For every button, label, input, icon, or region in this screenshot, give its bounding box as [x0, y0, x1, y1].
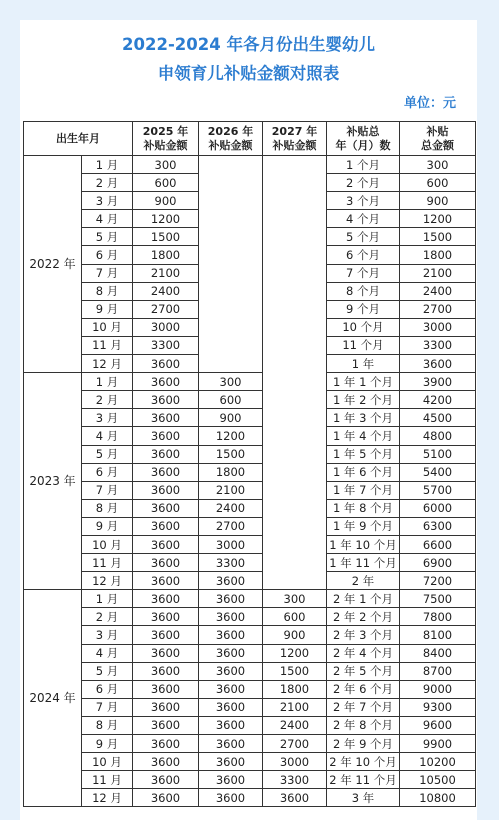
total-cell: 6300: [400, 517, 476, 535]
month-cell: 11 月: [82, 771, 133, 789]
title-line-2: 申领育儿补贴金额对照表: [157, 64, 340, 83]
table-row: [24, 499, 476, 517]
amount-2025-cell: 600: [133, 174, 199, 192]
month-cell: 2 月: [82, 174, 133, 192]
amount-2026-cell: 600: [199, 391, 263, 409]
amount-2025-cell: 3600: [133, 698, 199, 716]
total-cell: 9600: [400, 716, 476, 734]
amount-2025-cell: 2400: [133, 282, 199, 300]
total-cell: 10200: [400, 753, 476, 771]
table-row: [24, 445, 476, 463]
total-cell: 5700: [400, 481, 476, 499]
period-cell: 1 年 11 个月: [327, 554, 400, 572]
amount-2025-cell: 2100: [133, 264, 199, 282]
total-cell: 5400: [400, 463, 476, 481]
month-cell: 3 月: [82, 192, 133, 210]
amount-2026-cell: 2400: [199, 499, 263, 517]
amount-2025-cell: 3600: [133, 716, 199, 734]
amount-2025-cell: 1800: [133, 246, 199, 264]
amount-2025-cell: 3600: [133, 789, 199, 807]
amount-2027-cell: 1800: [263, 680, 327, 698]
total-cell: 6600: [400, 535, 476, 553]
header-period: 补贴总 年（月）数: [327, 122, 400, 156]
table-row: [24, 427, 476, 445]
total-cell: 300: [400, 156, 476, 174]
table-row: [24, 753, 476, 771]
table-row: [24, 463, 476, 481]
amount-2025-cell: 3600: [133, 409, 199, 427]
month-cell: 2 月: [82, 391, 133, 409]
amount-2027-cell: 3600: [263, 789, 327, 807]
period-cell: 1 年: [327, 355, 400, 373]
table-row: [24, 373, 476, 391]
period-cell: 1 年 4 个月: [327, 427, 400, 445]
table-row: [24, 517, 476, 535]
period-cell: 2 年 2 个月: [327, 608, 400, 626]
month-cell: 6 月: [82, 680, 133, 698]
year-cell: 2024 年: [24, 590, 82, 807]
month-cell: 12 月: [82, 789, 133, 807]
month-cell: 3 月: [82, 409, 133, 427]
table-row: [24, 572, 476, 590]
month-cell: 7 月: [82, 698, 133, 716]
total-cell: 9900: [400, 735, 476, 753]
table-row: [24, 535, 476, 553]
amount-2026-cell: 900: [199, 409, 263, 427]
total-cell: 3300: [400, 336, 476, 354]
title-line-1: 2022-2024 年各月份出生婴幼儿: [122, 35, 375, 54]
amount-2026-cell: 3600: [199, 644, 263, 662]
table-row: [24, 771, 476, 789]
total-cell: 4200: [400, 391, 476, 409]
total-cell: 4800: [400, 427, 476, 445]
amount-2025-cell: 3600: [133, 753, 199, 771]
amount-2025-cell: 3600: [133, 391, 199, 409]
amount-2025-cell: 3600: [133, 735, 199, 753]
amount-2025-cell: 2700: [133, 300, 199, 318]
amount-2026-cell: 3600: [199, 662, 263, 680]
period-cell: 10 个月: [327, 318, 400, 336]
amount-2026-cell: 3600: [199, 572, 263, 590]
amount-2026-blank: [199, 156, 263, 373]
document-sheet: [20, 20, 477, 820]
amount-2025-cell: 3600: [133, 662, 199, 680]
amount-2026-cell: 1800: [199, 463, 263, 481]
header-2027: 2027 年 补贴金额: [263, 122, 327, 156]
total-cell: 2700: [400, 300, 476, 318]
period-cell: 2 年 6 个月: [327, 680, 400, 698]
period-cell: 2 年 7 个月: [327, 698, 400, 716]
month-cell: 2 月: [82, 608, 133, 626]
period-cell: 1 年 1 个月: [327, 373, 400, 391]
period-cell: 9 个月: [327, 300, 400, 318]
unit-label: 单位：元: [403, 96, 456, 111]
period-cell: 11 个月: [327, 336, 400, 354]
month-cell: 7 月: [82, 481, 133, 499]
total-cell: 1500: [400, 228, 476, 246]
month-cell: 1 月: [82, 156, 133, 174]
amount-2025-cell: 3600: [133, 535, 199, 553]
table-row: [24, 698, 476, 716]
month-cell: 4 月: [82, 644, 133, 662]
table-row: [24, 608, 476, 626]
period-cell: 3 个月: [327, 192, 400, 210]
amount-2025-cell: 3600: [133, 445, 199, 463]
total-cell: 9300: [400, 698, 476, 716]
month-cell: 3 月: [82, 626, 133, 644]
header-2026: 2026 年 补贴金额: [199, 122, 263, 156]
total-cell: 3600: [400, 355, 476, 373]
month-cell: 10 月: [82, 753, 133, 771]
table-row: [24, 409, 476, 427]
amount-2026-cell: 3600: [199, 626, 263, 644]
month-cell: 9 月: [82, 517, 133, 535]
month-cell: 12 月: [82, 572, 133, 590]
month-cell: 1 月: [82, 373, 133, 391]
month-cell: 8 月: [82, 499, 133, 517]
amount-2027-cell: 1500: [263, 662, 327, 680]
amount-2025-cell: 3600: [133, 517, 199, 535]
total-cell: 1200: [400, 210, 476, 228]
total-cell: 2400: [400, 282, 476, 300]
amount-2026-cell: 2100: [199, 481, 263, 499]
amount-2025-cell: 1500: [133, 228, 199, 246]
month-cell: 11 月: [82, 554, 133, 572]
table-row: [24, 156, 476, 174]
amount-2026-cell: 3300: [199, 554, 263, 572]
total-cell: 5100: [400, 445, 476, 463]
amount-2026-cell: 3600: [199, 716, 263, 734]
month-cell: 5 月: [82, 662, 133, 680]
amount-2027-cell: 1200: [263, 644, 327, 662]
amount-2026-cell: 3600: [199, 590, 263, 608]
header-2025: 2025 年 补贴金额: [133, 122, 199, 156]
table-body: [24, 156, 476, 807]
period-cell: 1 年 9 个月: [327, 517, 400, 535]
period-cell: 1 个月: [327, 156, 400, 174]
table-row: [24, 391, 476, 409]
total-cell: 7200: [400, 572, 476, 590]
period-cell: 7 个月: [327, 264, 400, 282]
amount-2026-cell: 3600: [199, 753, 263, 771]
amount-2026-cell: 3600: [199, 680, 263, 698]
month-cell: 10 月: [82, 318, 133, 336]
amount-2026-cell: 3600: [199, 735, 263, 753]
amount-2027-cell: 3000: [263, 753, 327, 771]
amount-2025-cell: 3600: [133, 771, 199, 789]
total-cell: 8400: [400, 644, 476, 662]
period-cell: 1 年 3 个月: [327, 409, 400, 427]
amount-2026-cell: 3000: [199, 535, 263, 553]
total-cell: 7500: [400, 590, 476, 608]
amount-2027-cell: 2400: [263, 716, 327, 734]
total-cell: 4500: [400, 409, 476, 427]
amount-2026-cell: 1200: [199, 427, 263, 445]
amount-2025-cell: 3600: [133, 608, 199, 626]
amount-2026-cell: 2700: [199, 517, 263, 535]
period-cell: 1 年 2 个月: [327, 391, 400, 409]
amount-2027-cell: 2700: [263, 735, 327, 753]
table-row: [24, 662, 476, 680]
amount-2027-cell: 900: [263, 626, 327, 644]
table-row: [24, 716, 476, 734]
amount-2025-cell: 3600: [133, 499, 199, 517]
total-cell: 3900: [400, 373, 476, 391]
amount-2025-cell: 3600: [133, 355, 199, 373]
month-cell: 6 月: [82, 463, 133, 481]
month-cell: 9 月: [82, 735, 133, 753]
amount-2025-cell: 3600: [133, 373, 199, 391]
month-cell: 4 月: [82, 427, 133, 445]
amount-2025-cell: 900: [133, 192, 199, 210]
period-cell: 5 个月: [327, 228, 400, 246]
amount-2025-cell: 300: [133, 156, 199, 174]
period-cell: 2 年 4 个月: [327, 644, 400, 662]
amount-2025-cell: 3600: [133, 626, 199, 644]
amount-2026-cell: 1500: [199, 445, 263, 463]
amount-2026-cell: 3600: [199, 789, 263, 807]
period-cell: 1 年 6 个月: [327, 463, 400, 481]
amount-2025-cell: 3600: [133, 590, 199, 608]
total-cell: 10800: [400, 789, 476, 807]
amount-2026-cell: 3600: [199, 771, 263, 789]
amount-2027-blank: [263, 156, 327, 590]
period-cell: 2 年 3 个月: [327, 626, 400, 644]
total-cell: 6000: [400, 499, 476, 517]
period-cell: 2 年 5 个月: [327, 662, 400, 680]
table-row: [24, 735, 476, 753]
month-cell: 5 月: [82, 228, 133, 246]
period-cell: 2 年 10 个月: [327, 753, 400, 771]
amount-2025-cell: 3600: [133, 572, 199, 590]
table-row: [24, 644, 476, 662]
month-cell: 5 月: [82, 445, 133, 463]
table-row: [24, 590, 476, 608]
month-cell: 1 月: [82, 590, 133, 608]
table-row: [24, 481, 476, 499]
period-cell: 6 个月: [327, 246, 400, 264]
month-cell: 9 月: [82, 300, 133, 318]
amount-2025-cell: 3600: [133, 481, 199, 499]
period-cell: 3 年: [327, 789, 400, 807]
total-cell: 1800: [400, 246, 476, 264]
table-row: [24, 626, 476, 644]
period-cell: 2 年: [327, 572, 400, 590]
amount-2025-cell: 3600: [133, 427, 199, 445]
period-cell: 2 年 8 个月: [327, 716, 400, 734]
total-cell: 10500: [400, 771, 476, 789]
header-birth-month: 出生年月: [24, 122, 133, 156]
month-cell: 10 月: [82, 535, 133, 553]
total-cell: 9000: [400, 680, 476, 698]
month-cell: 6 月: [82, 246, 133, 264]
month-cell: 8 月: [82, 282, 133, 300]
month-cell: 4 月: [82, 210, 133, 228]
year-cell: 2022 年: [24, 156, 82, 373]
amount-2026-cell: 3600: [199, 698, 263, 716]
period-cell: 2 年 1 个月: [327, 590, 400, 608]
total-cell: 900: [400, 192, 476, 210]
month-cell: 11 月: [82, 336, 133, 354]
amount-2027-cell: 600: [263, 608, 327, 626]
period-cell: 1 年 5 个月: [327, 445, 400, 463]
table-row: [24, 554, 476, 572]
period-cell: 2 年 9 个月: [327, 735, 400, 753]
header-total: 补贴 总金额: [400, 122, 476, 156]
total-cell: 7800: [400, 608, 476, 626]
table-header: [24, 122, 476, 156]
month-cell: 7 月: [82, 264, 133, 282]
amount-2026-cell: 300: [199, 373, 263, 391]
period-cell: 1 年 8 个月: [327, 499, 400, 517]
total-cell: 8700: [400, 662, 476, 680]
amount-2025-cell: 3000: [133, 318, 199, 336]
table-row: [24, 789, 476, 807]
month-cell: 12 月: [82, 355, 133, 373]
total-cell: 3000: [400, 318, 476, 336]
month-cell: 8 月: [82, 716, 133, 734]
amount-2025-cell: 3300: [133, 336, 199, 354]
period-cell: 8 个月: [327, 282, 400, 300]
period-cell: 1 年 7 个月: [327, 481, 400, 499]
amount-2027-cell: 2100: [263, 698, 327, 716]
table-row: [24, 680, 476, 698]
total-cell: 2100: [400, 264, 476, 282]
amount-2025-cell: 3600: [133, 554, 199, 572]
amount-2025-cell: 1200: [133, 210, 199, 228]
amount-2027-cell: 300: [263, 590, 327, 608]
subsidy-table: [23, 121, 476, 807]
amount-2025-cell: 3600: [133, 644, 199, 662]
amount-2025-cell: 3600: [133, 680, 199, 698]
period-cell: 2 个月: [327, 174, 400, 192]
amount-2026-cell: 3600: [199, 608, 263, 626]
period-cell: 2 年 11 个月: [327, 771, 400, 789]
amount-2025-cell: 3600: [133, 463, 199, 481]
total-cell: 6900: [400, 554, 476, 572]
total-cell: 8100: [400, 626, 476, 644]
year-cell: 2023 年: [24, 373, 82, 590]
period-cell: 1 年 10 个月: [327, 535, 400, 553]
amount-2027-cell: 3300: [263, 771, 327, 789]
total-cell: 600: [400, 174, 476, 192]
period-cell: 4 个月: [327, 210, 400, 228]
